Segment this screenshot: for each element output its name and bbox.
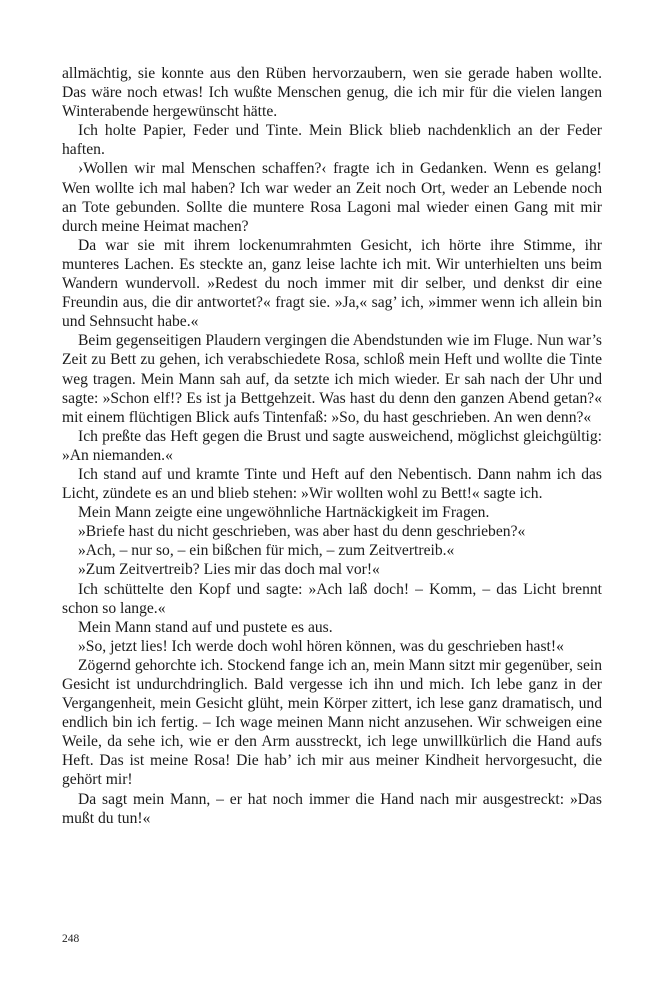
paragraph: »Briefe hast du nicht geschrieben, was aber hast du denn geschrieben?« xyxy=(78,523,526,541)
paragraph: Ich stand auf und kramte Tinte und Heft auf den Nebentisch. Dann nahm ich das Licht, zündete es an und blieb stehen: »Wir wollten wohl zu Bett!« sagte ich. xyxy=(62,465,602,503)
paragraph: ›Wollen wir mal Menschen schaffen?‹ fragte ich in Gedanken. Wenn es gelang! Wen wollte ich mal haben? Ich war weder an Zeit noch Ort, weder an Lebende noch an Tote gebunden. Sollte die muntere Rosa Lagoni mal wieder einen Gang mit mir durch meine Heimat machen? xyxy=(62,160,602,235)
paragraph: Mein Mann zeigte eine ungewöhnliche Hartnäckigkeit im Fragen. xyxy=(78,504,490,522)
paragraph: Zögernd gehorchte ich. Stockend fange ich an, mein Mann sitzt mir gegenüber, sein Gesicht ist undurchdringlich. Bald vergesse ich ihn und mich. Ich lebe ganz in der Vergangenheit, mein Gesicht glüht, mein Körper zittert, ich lese ganz dramatisch, und endlich bin ich fertig. – Ich wage meinen Mann nicht anzusehen. Wir schweigen eine Weile, da sehe ich, wie er den Arm ausstreckt, ich lege unwillkürlich die Hand aufs Heft. Das ist meine Rosa! Die hab’ ich mir aus meiner Kindheit hervorgesucht, die gehört mir! xyxy=(62,656,602,789)
body-text xyxy=(62,64,602,828)
paragraph: Da sagt mein Mann, – er hat noch immer die Hand nach mir ausgestreckt: »Das mußt du tun!« xyxy=(62,790,602,827)
paragraph: Da war sie mit ihrem lockenumrahmten Gesicht, ich hörte ihre Stimme, ihr munteres Lachen. Es steckte an, ganz leise lachte ich mit. Wir unterhielten uns beim Wandern wundervoll. »Redest du noch immer mit dir selber, und denkst dir eine Freundin aus, die dir antwortet?« fragt sie. »Ja,« sag’ ich, »immer wenn ich allein bin und Sehnsucht habe.« xyxy=(62,236,602,331)
paragraph: Ich holte Papier, Feder und Tinte. Mein Blick blieb nachdenklich an der Feder haften. xyxy=(62,122,602,159)
paragraph: Beim gegenseitigen Plaudern vergingen die Abendstunden wie im Fluge. Nun war’s Zeit zu Bett zu gehen, ich verabschiedete Rosa, schloß mein Heft und wollte die Tinte weg tragen. Mein Mann sah auf, da setzte ich mich wieder. Er sah nach der Uhr und sagte: »Schon elf!? Es ist ja Bettgehzeit. Was hast du denn den ganzen Abend getan?« mit einem flüchtigen Blick aufs Tintenfaß: »So, du hast geschrieben. An wen denn?« xyxy=(62,332,602,426)
paragraph: Ich preßte das Heft gegen die Brust und sagte ausweichend, möglichst gleichgültig: »An niemanden.« xyxy=(62,427,602,464)
paragraph: allmächtig, sie konnte aus den Rüben hervorzaubern, wen sie gerade haben wollte. Das wäre noch etwas! Ich wußte Menschen genug, die ich mir für die vielen langen Winterabende hergewünscht hätte. xyxy=(62,65,602,121)
page-body xyxy=(62,64,602,828)
paragraph: »Zum Zeitvertreib? Lies mir das doch mal vor!« xyxy=(78,561,380,579)
paragraph: Mein Mann stand auf und pustete es aus. xyxy=(78,618,333,636)
paragraph: Ich schüttelte den Kopf und sagte: »Ach laß doch! – Komm, – das Licht brennt schon so lange.« xyxy=(62,580,602,617)
paragraph: »So, jetzt lies! Ich werde doch wohl hören können, was du geschrieben hast!« xyxy=(78,637,564,655)
paragraph: »Ach, – nur so, – ein bißchen für mich, – zum Zeitvertreib.« xyxy=(78,542,455,560)
page-number: 248 xyxy=(62,933,80,945)
